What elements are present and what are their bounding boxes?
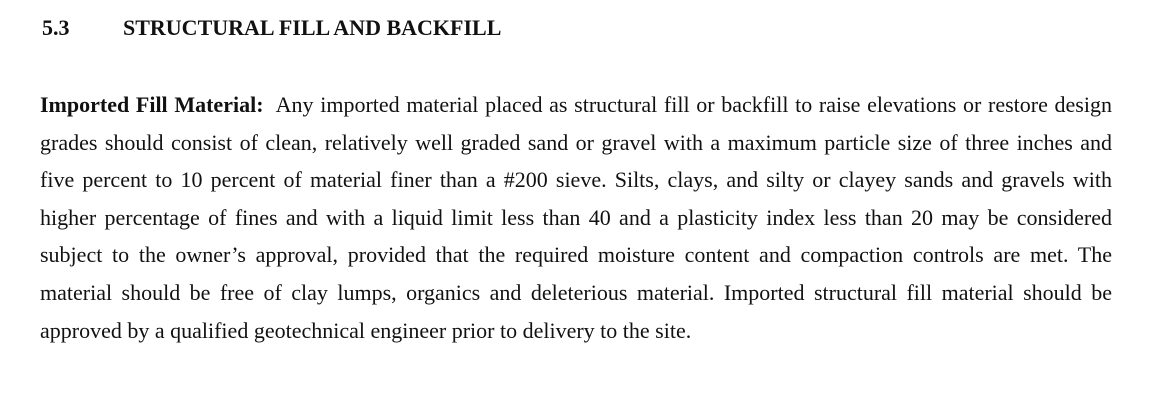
paragraph-text: Any imported material placed as structural fill or backfill to raise elevations or restore design grades should consist of clean, relatively well graded sand or gravel with a maximum particle size of three inches and five percent to 10 percent of material finer than a #200 sieve. Silts, clays, and silty or clayey sands and gravels with higher percentage of fines and with a liquid limit less than 40 and a plasticity index less than 20 may be considered subject to the owner’s approval, provided that the required moisture content and compaction controls are met. The material should be free of clay lumps, organics and deleterious material. Imported structural fill material should be approved by a qualified geotechnical engineer prior to delivery to the site. — [40, 92, 1112, 343]
section-heading — [42, 13, 501, 43]
paragraph-lead: Imported Fill Material: — [40, 92, 264, 117]
section-title: STRUCTURAL FILL AND BACKFILL — [123, 15, 502, 40]
section-number: 5.3 — [42, 15, 70, 40]
fill-material-paragraph — [40, 86, 1112, 349]
